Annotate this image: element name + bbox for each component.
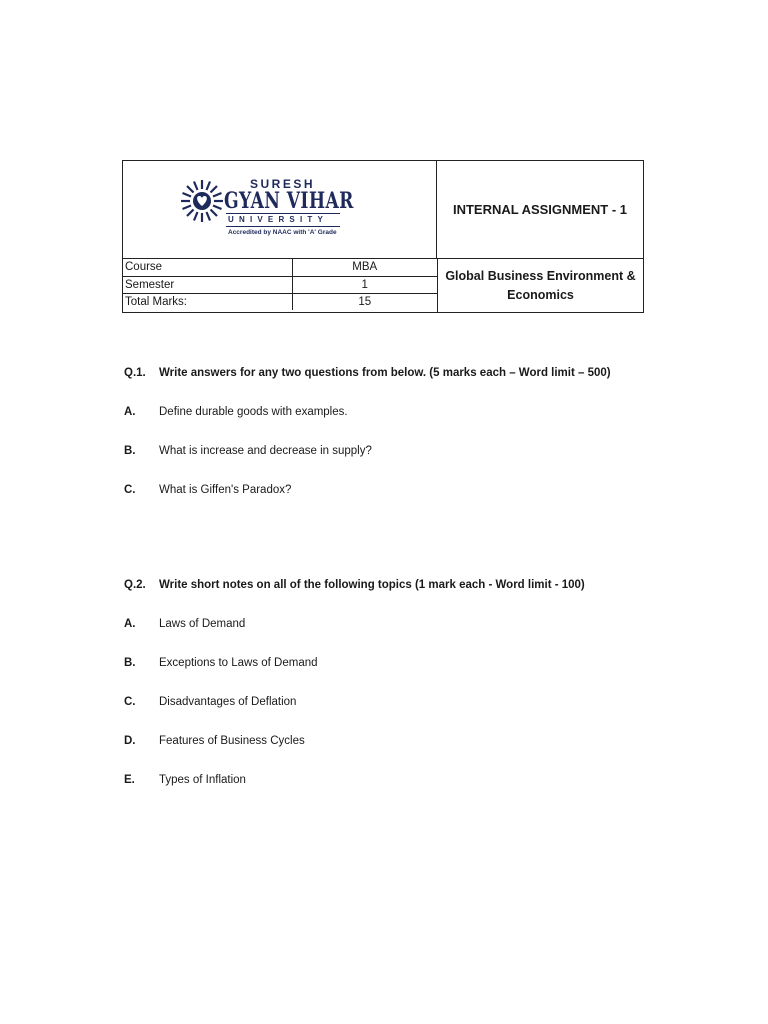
- item-text: What is increase and decrease in supply?: [159, 445, 372, 457]
- info-label: Course: [123, 259, 292, 276]
- info-row-total-marks: [123, 293, 437, 310]
- item-letter: C.: [124, 484, 136, 496]
- assignment-title: INTERNAL ASSIGNMENT - 1: [437, 161, 643, 259]
- item-text: Features of Business Cycles: [159, 735, 305, 747]
- item-letter: B.: [124, 445, 136, 457]
- item-text: Exceptions to Laws of Demand: [159, 657, 318, 669]
- university-logo: [180, 177, 410, 241]
- item-text: What is Giffen's Paradox?: [159, 484, 292, 496]
- list-item: [124, 445, 372, 457]
- course-info-table: [123, 259, 437, 310]
- question-number: Q.1.: [124, 367, 146, 379]
- university-emblem-icon: [180, 179, 224, 223]
- logo-accreditation: Accredited by NAAC with 'A' Grade: [228, 229, 337, 236]
- question-1-heading: [124, 367, 611, 379]
- question-instruction: Write short notes on all of the following topics (1 mark each - Word limit - 100): [159, 579, 585, 591]
- header-box: [122, 160, 644, 313]
- question-2-heading: [124, 579, 585, 591]
- info-row-course: [123, 259, 437, 276]
- list-item: [124, 774, 246, 786]
- logo-text-university: UNIVERSITY: [228, 215, 329, 224]
- list-item: [124, 735, 305, 747]
- subject-title: Global Business Environment & Economics: [437, 259, 643, 312]
- info-value: MBA: [292, 259, 437, 276]
- logo-university-band: [226, 213, 340, 227]
- logo-text-gyan-vihar: GYAN VIHAR: [224, 188, 354, 214]
- item-text: Disadvantages of Deflation: [159, 696, 297, 708]
- item-letter: C.: [124, 696, 136, 708]
- logo-cell: [123, 161, 437, 259]
- list-item: [124, 618, 245, 630]
- item-letter: A.: [124, 618, 136, 630]
- list-item: [124, 484, 291, 496]
- info-value: 1: [292, 276, 437, 293]
- item-letter: A.: [124, 406, 136, 418]
- item-text: Define durable goods with examples.: [159, 406, 348, 418]
- item-letter: E.: [124, 774, 135, 786]
- item-letter: B.: [124, 657, 136, 669]
- info-row-semester: [123, 276, 437, 293]
- question-number: Q.2.: [124, 579, 146, 591]
- item-text: Laws of Demand: [159, 618, 246, 630]
- logo-text-suresh: SURESH: [250, 177, 316, 191]
- info-label: Semester: [123, 276, 292, 293]
- item-text: Types of Inflation: [159, 774, 246, 786]
- list-item: [124, 406, 348, 418]
- list-item: [124, 696, 296, 708]
- info-label: Total Marks:: [123, 293, 292, 310]
- info-value: 15: [358, 295, 372, 308]
- item-letter: D.: [124, 735, 136, 747]
- question-instruction: Write answers for any two questions from below. (5 marks each – Word limit – 500): [159, 367, 611, 379]
- list-item: [124, 657, 318, 669]
